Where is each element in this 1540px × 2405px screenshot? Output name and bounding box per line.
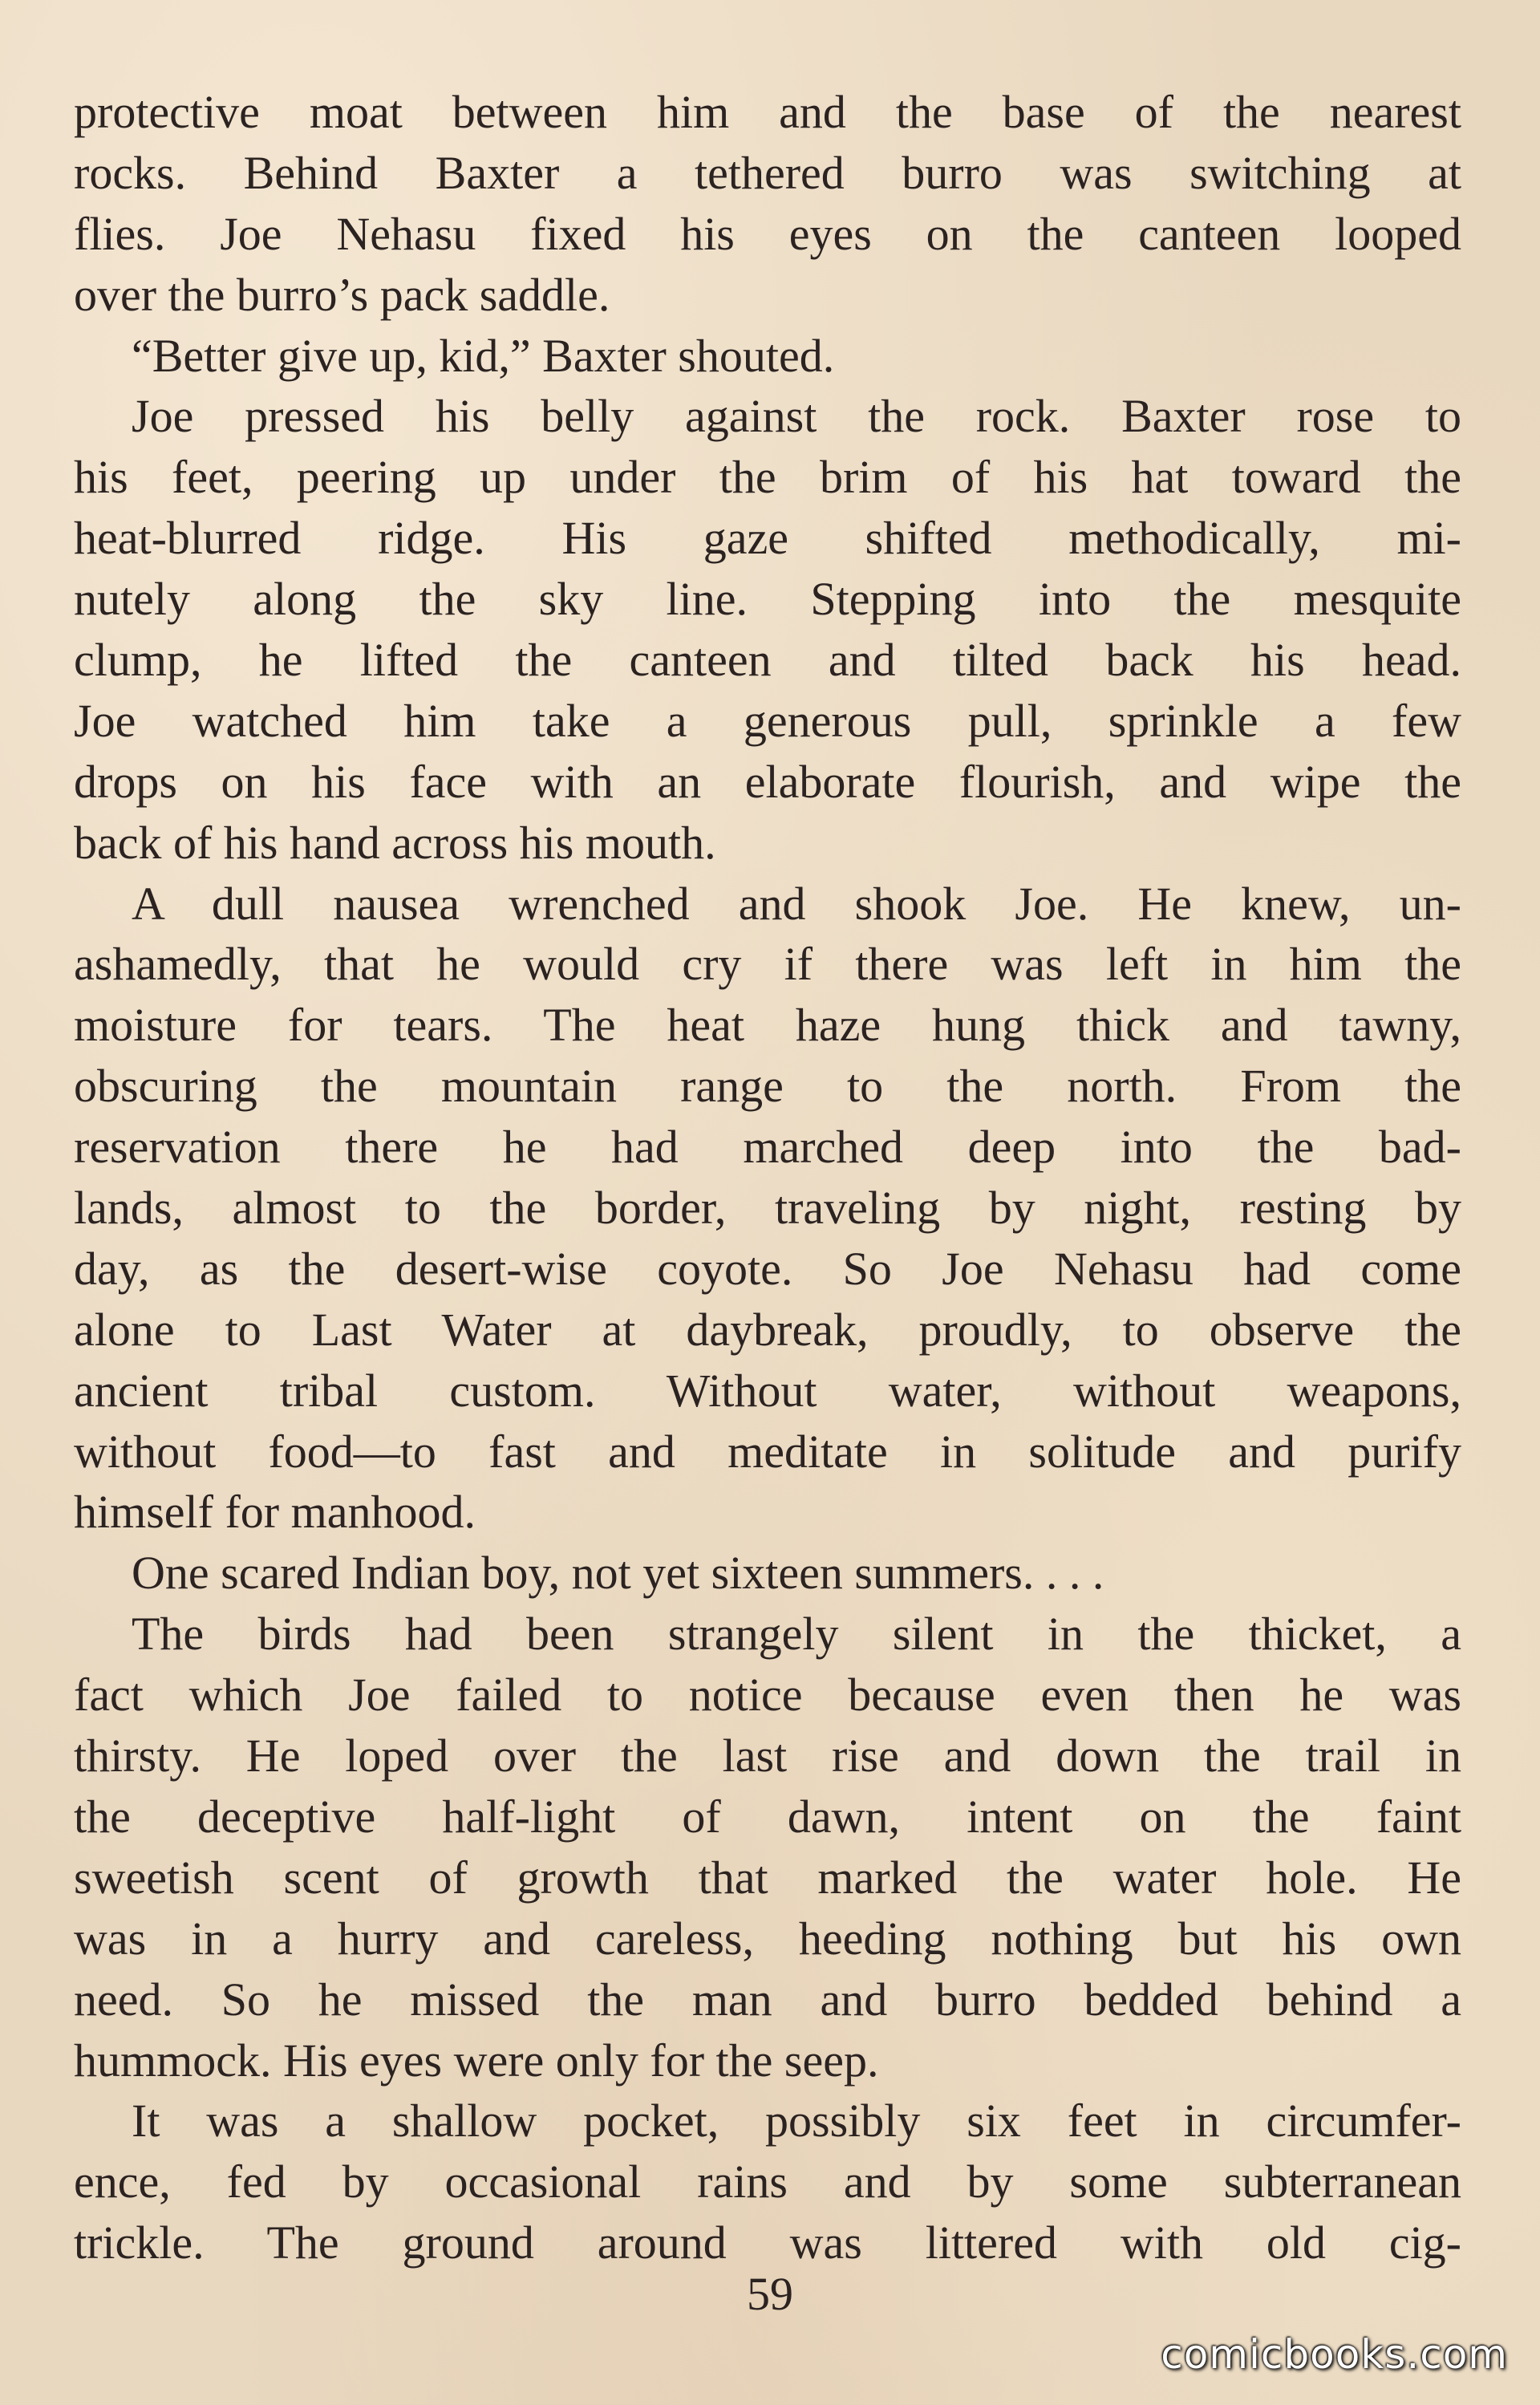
watermark-logo: comicbooks.com [1161, 2331, 1508, 2378]
text-line-21: alone to Last Water at daybreak, proudly, to observe the [74, 1303, 1461, 1356]
text-line-5: “Better give up, kid,” Baxter shouted. [132, 329, 835, 382]
text-line-27: fact which Joe failed to notice because even then he was [74, 1669, 1461, 1722]
text-line-9: nutely along the sky line. Stepping into the mesquite [74, 573, 1461, 626]
text-line-20: day, as the desert-wise coyote. So Joe Nehasu had come [74, 1242, 1461, 1295]
text-line-25: One scared Indian boy, not yet sixteen summers. . . . [132, 1547, 1104, 1600]
text-line-18: reservation there he had marched deep into the bad- [74, 1121, 1461, 1174]
text-line-19: lands, almost to the border, traveling by night, resting by [74, 1182, 1461, 1235]
text-line-31: was in a hurry and careless, heeding nothing but his own [74, 1912, 1461, 1965]
text-line-7: his feet, peering up under the brim of his hat toward the [74, 451, 1461, 504]
text-line-32: need. So he missed the man and burro bedded behind a [74, 1973, 1461, 2026]
text-line-23: without food—to fast and meditate in solitude and purify [74, 1425, 1461, 1478]
text-line-33: hummock. His eyes were only for the seep. [74, 2034, 879, 2087]
text-line-10: clump, he lifted the canteen and tilted back his head. [74, 634, 1461, 687]
text-line-15: ashamedly, that he would cry if there was left in him the [74, 938, 1461, 991]
text-line-34: It was a shallow pocket, possibly six feet in circumfer- [132, 2095, 1461, 2147]
text-line-30: sweetish scent of growth that marked the water hole. He [74, 1851, 1461, 1904]
text-line-24: himself for manhood. [74, 1486, 476, 1539]
text-line-13: back of his hand across his mouth. [74, 816, 716, 869]
text-line-1: protective moat between him and the base of the nearest [74, 86, 1461, 138]
text-line-35: ence, fed by occasional rains and by some subterranean [74, 2156, 1461, 2208]
text-line-8: heat-blurred ridge. His gaze shifted methodically, mi- [74, 512, 1461, 565]
text-line-16: moisture for tears. The heat haze hung thick and tawny, [74, 999, 1461, 1052]
text-line-6: Joe pressed his belly against the rock. Baxter rose to [132, 390, 1461, 443]
text-line-17: obscuring the mountain range to the north. From the [74, 1060, 1461, 1113]
text-line-14: A dull nausea wrenched and shook Joe. He knew, un- [132, 877, 1461, 930]
text-line-4: over the burro’s pack saddle. [74, 268, 610, 321]
page-number: 59 [747, 2268, 793, 2320]
text-line-22: ancient tribal custom. Without water, without weapons, [74, 1364, 1461, 1417]
page-text [74, 82, 1461, 2273]
text-line-2: rocks. Behind Baxter a tethered burro was switching at [74, 146, 1461, 199]
text-line-3: flies. Joe Nehasu fixed his eyes on the canteen looped [74, 207, 1461, 260]
text-line-26: The birds had been strangely silent in the thicket, a [132, 1608, 1461, 1661]
text-line-29: the deceptive half-light of dawn, intent on the faint [74, 1790, 1461, 1843]
text-line-12: drops on his face with an elaborate flourish, and wipe the [74, 755, 1461, 808]
text-line-11: Joe watched him take a generous pull, sprinkle a few [74, 694, 1461, 747]
text-line-28: thirsty. He loped over the last rise and down the trail in [74, 1730, 1461, 1782]
text-line-36: trickle. The ground around was littered with old cig- [74, 2216, 1461, 2269]
